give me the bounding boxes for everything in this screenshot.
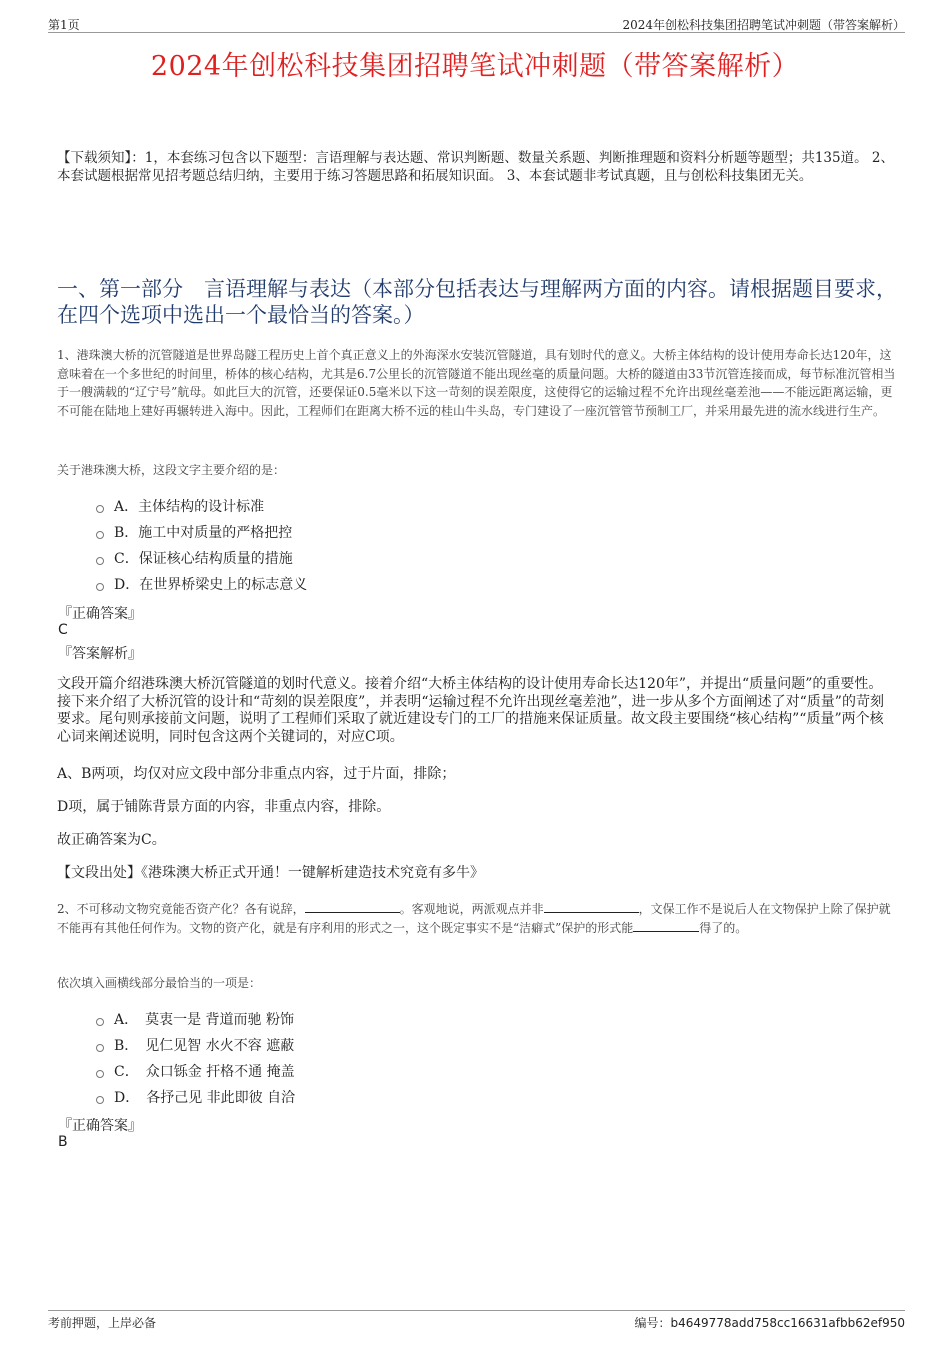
q1-analysis-label: 『答案解析』 bbox=[58, 646, 142, 662]
q1-option-a[interactable]: A．主体结构的设计标准 bbox=[96, 493, 307, 519]
q1-analysis-conclusion: 故正确答案为C。 bbox=[57, 832, 166, 848]
page-footer bbox=[48, 1310, 905, 1330]
radio-icon[interactable] bbox=[96, 583, 104, 591]
blank-1[interactable] bbox=[305, 902, 400, 913]
q2-answer-label: 『正确答案』 bbox=[58, 1118, 142, 1134]
q2-passage: 2、不可移动文物究竟能否资产化？各有说辞， 。客观地说，两派观点并非 ，文保工作不是说后人在文物保护上除了保护就不能再有其他任何作为。文物的资产化，就是有序利用的形式之一，这个既定事实不是“洁癖式”保护的形式能 得了的。 bbox=[57, 902, 891, 935]
q2-option-b[interactable]: B． 见仁见智 水火不容 遮蔽 bbox=[96, 1032, 295, 1058]
radio-icon[interactable] bbox=[96, 1018, 104, 1026]
radio-icon[interactable] bbox=[96, 1070, 104, 1078]
document-title: 2024年创松科技集团招聘笔试冲刺题（带答案解析） bbox=[150, 51, 800, 82]
q1-analysis-ab: A、B两项，均仅对应文段中部分非重点内容，过于片面，排除； bbox=[57, 766, 456, 782]
radio-icon[interactable] bbox=[96, 1096, 104, 1104]
blank-2[interactable] bbox=[544, 902, 639, 913]
q2-options bbox=[96, 1006, 295, 1110]
q1-option-b[interactable]: B．施工中对质量的严格把控 bbox=[96, 519, 307, 545]
q1-passage: 1、港珠澳大桥的沉管隧道是世界岛隧工程历史上首个真正意义上的外海深水安装沉管隧道，具有划时代的意义。大桥主体结构的设计使用寿命长达120年，这意味着在一个多世纪的时间里，桥体的核心结构，尤其是6.7公里长的沉管隧道不能出现丝毫的质量问题。大桥的隧道由33节沉管连接而成，每节标准沉管相当于一艘满载的“辽宁号”航母。如此巨大的沉管，还要保证0.5毫米以下这一苛刻的误差限度，这使得它的运输过程不允许出现丝毫差池——不能远距离运输，更不可能在陆地上建好再辗转进入海中。因此，工程师们在距离大桥不远的桂山牛头岛，专门建设了一座沉管管节预制工厂，并采用最先进的流水线进行生产。 bbox=[57, 348, 896, 418]
q1-analysis-main: 文段开篇介绍港珠澳大桥沉管隧道的划时代意义。接着介绍“大桥主体结构的设计使用寿命长达120年”，并提出“质量问题”的重要性。接下来介绍了大桥沉管的设计和“苛刻的误差限度”，并表明“运输过程不允许出现丝毫差池”，进一步从多个方面阐述了对“质量”的苛刻要求。尾句则承接前文问题，说明了工程师们采取了就近建设专门的工厂的措施来保证质量。故文段主要围绕“核心结构”“质量”两个核心词来阐述说明，同时包含这两个关键词的，对应C项。 bbox=[57, 676, 884, 745]
radio-icon[interactable] bbox=[96, 505, 104, 513]
footer-serial: 编号：b4649778add758cc16631afbb62ef950 bbox=[634, 1316, 905, 1330]
page-header bbox=[48, 14, 905, 33]
q2-option-c[interactable]: C． 众口铄金 扞格不通 掩盖 bbox=[96, 1058, 295, 1084]
header-doc-title: 2024年创松科技集团招聘笔试冲刺题（带答案解析） bbox=[622, 18, 905, 32]
footer-slogan: 考前押题，上岸必备 bbox=[48, 1316, 157, 1330]
blank-3[interactable] bbox=[633, 921, 699, 932]
q2-answer: B bbox=[58, 1134, 68, 1150]
q1-answer: C bbox=[58, 622, 68, 638]
download-notice: 【下载须知】：1，本套练习包含以下题型：言语理解与表达题、常识判断题、数量关系题、判断推理题和资料分析题等题型；共135道。 2、本套试题根据常见招考题总结归纳，主要用于练习答题思路和拓展知识面。 3、本套试题非考试真题，且与创松科技集团无关。 bbox=[57, 150, 894, 184]
q1-stem: 关于港珠澳大桥，这段文字主要介绍的是： bbox=[57, 463, 286, 477]
q1-answer-label: 『正确答案』 bbox=[58, 606, 142, 622]
radio-icon[interactable] bbox=[96, 557, 104, 565]
q1-source: 【文段出处】《港珠澳大桥正式开通！一键解析建造技术究竟有多牛》 bbox=[57, 865, 484, 881]
radio-icon[interactable] bbox=[96, 531, 104, 539]
q2-option-a[interactable]: A． 莫衷一是 背道而驰 粉饰 bbox=[96, 1006, 295, 1032]
q1-option-c[interactable]: C．保证核心结构质量的措施 bbox=[96, 545, 307, 571]
q2-stem: 依次填入画横线部分最恰当的一项是： bbox=[57, 976, 262, 990]
q1-option-d[interactable]: D．在世界桥梁史上的标志意义 bbox=[96, 571, 307, 597]
section-title: 一、第一部分 言语理解与表达（本部分包括表达与理解两方面的内容。请根据题目要求，在四个选项中选出一个最恰当的答案。） bbox=[57, 277, 897, 327]
radio-icon[interactable] bbox=[96, 1044, 104, 1052]
q1-analysis-d: D项，属于铺陈背景方面的内容，非重点内容，排除。 bbox=[57, 799, 391, 815]
page-number: 第1页 bbox=[48, 18, 80, 32]
q1-options bbox=[96, 493, 307, 597]
q2-option-d[interactable]: D． 各抒己见 非此即彼 自洽 bbox=[96, 1084, 295, 1110]
